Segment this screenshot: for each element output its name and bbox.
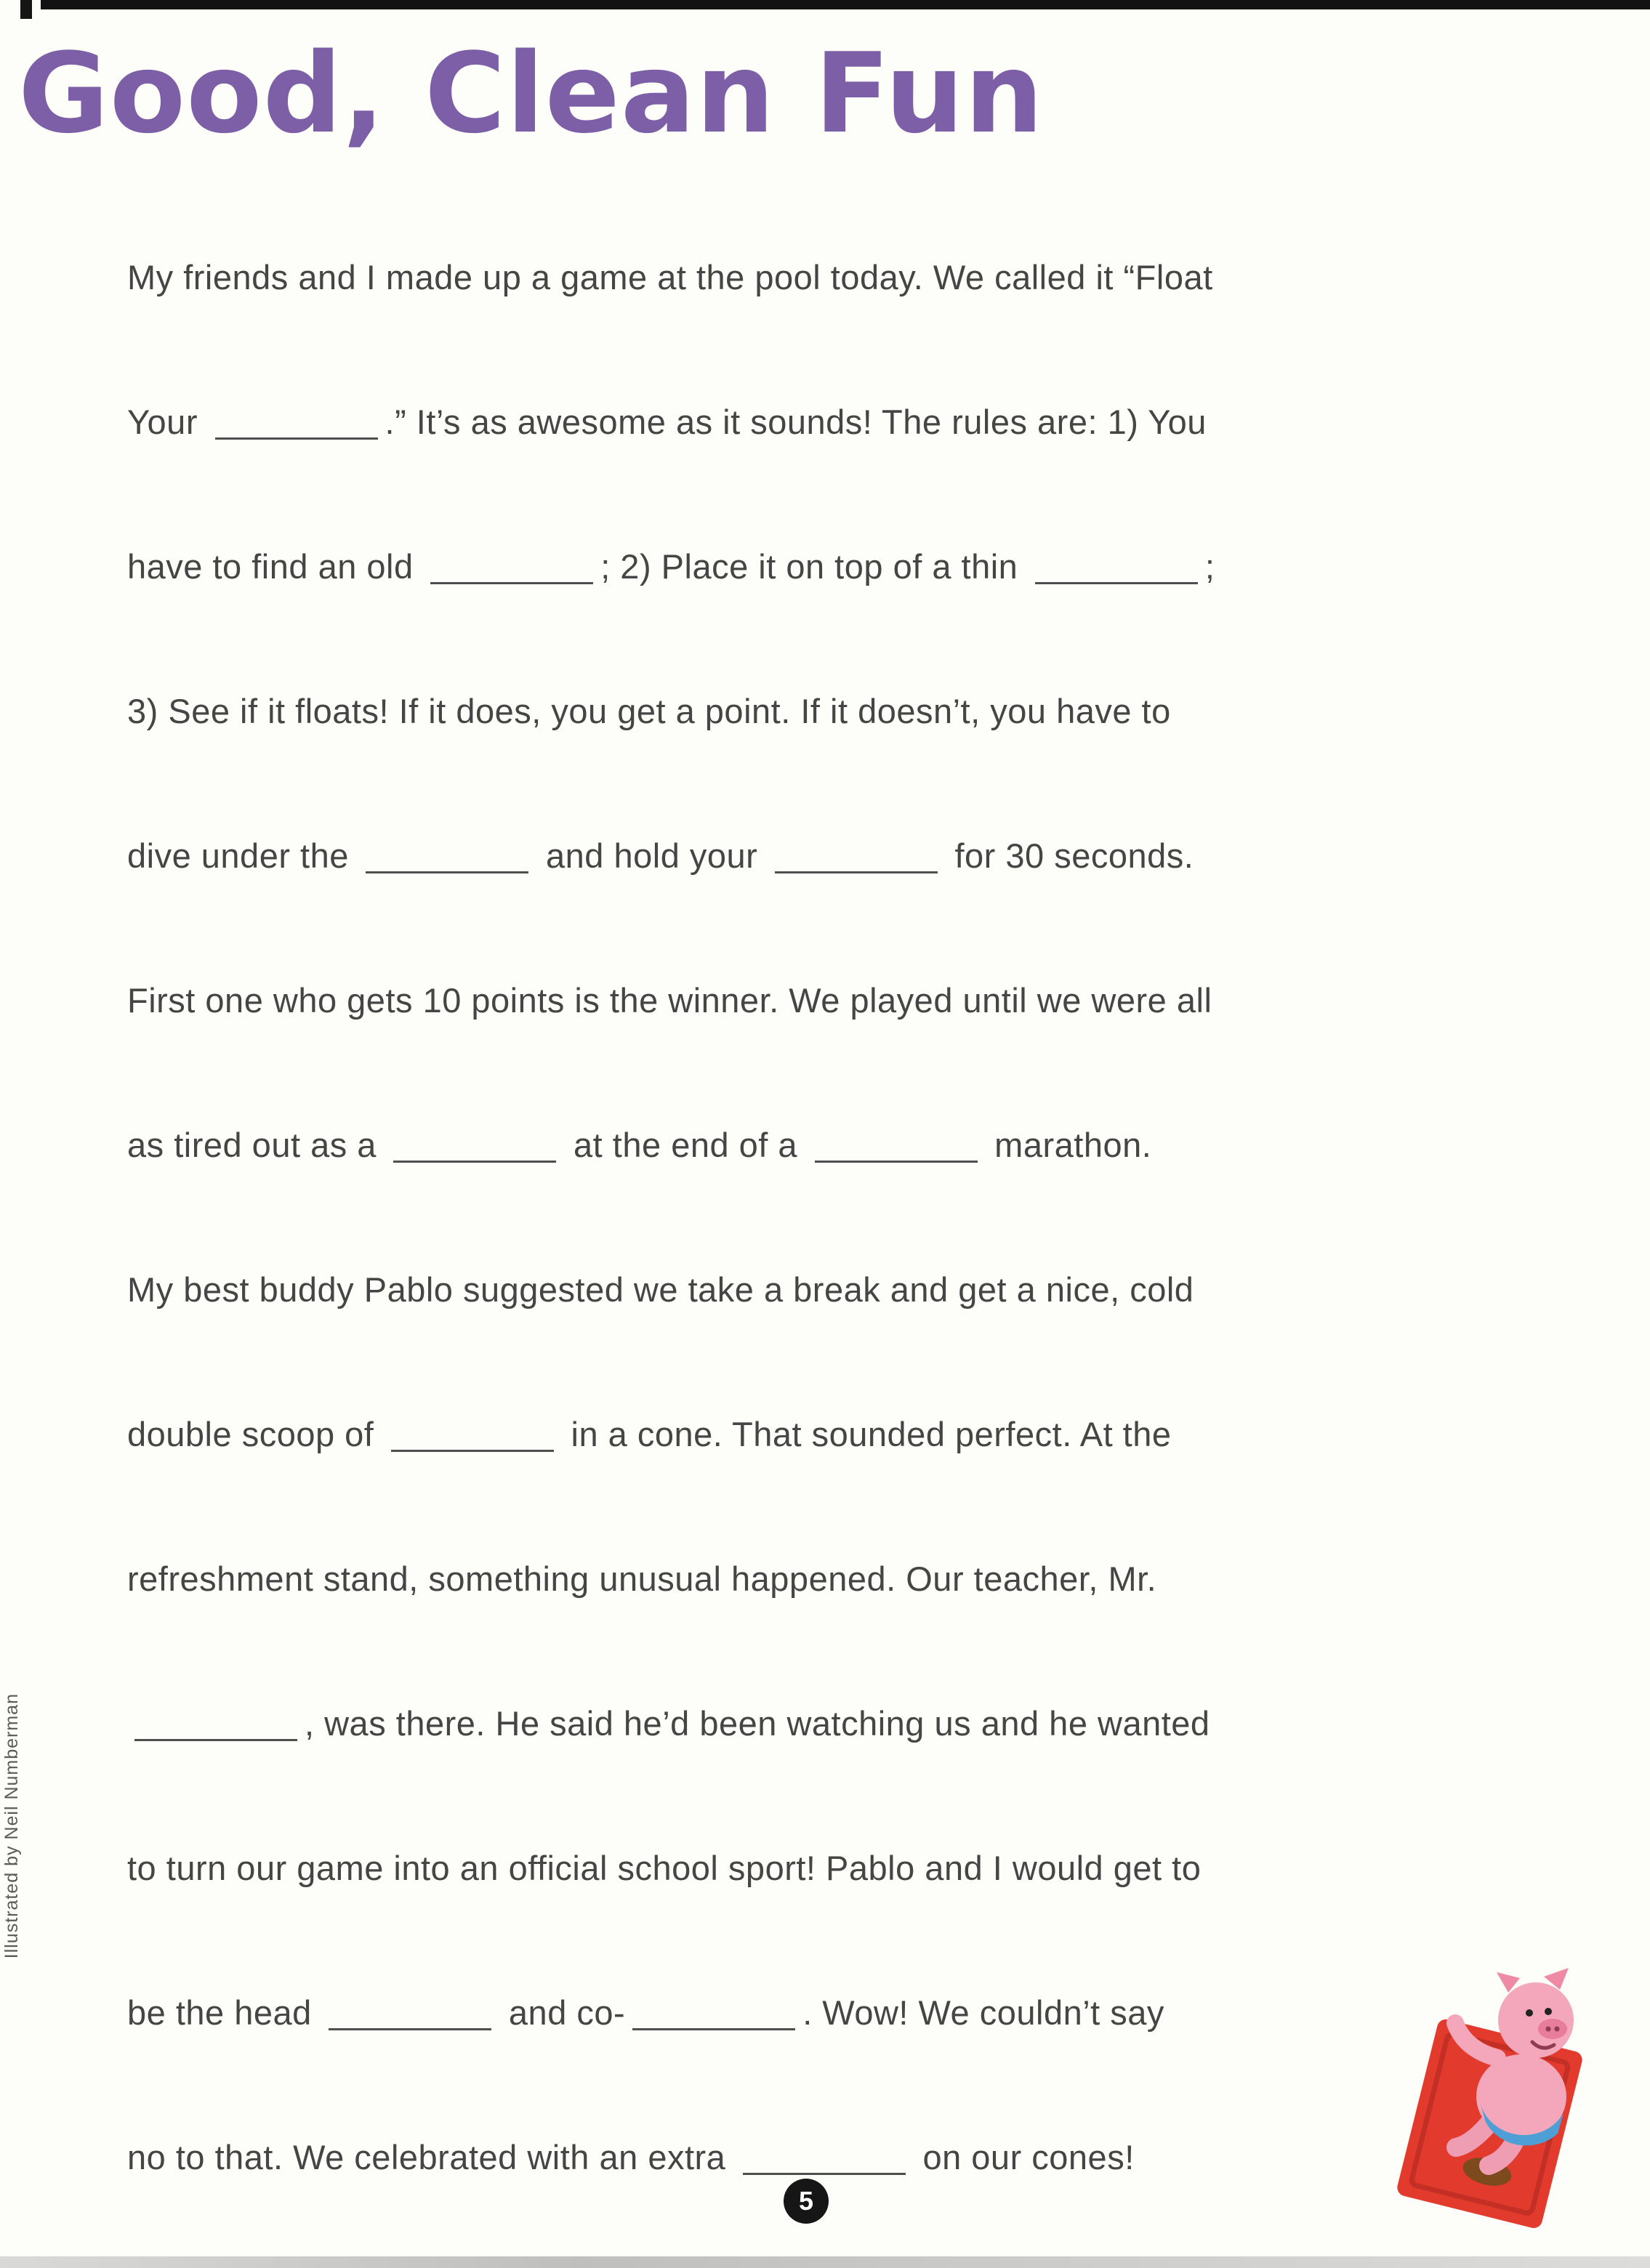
story-segment: , was there. He said he’d been watching us and he wanted (305, 1704, 1210, 1743)
fill-in-blank (366, 847, 528, 873)
story-segment: ; (1204, 547, 1215, 586)
story-segment: for 30 seconds. (944, 836, 1194, 875)
waving-pig-on-towel-icon (1387, 1933, 1605, 2238)
story-segment: marathon. (984, 1126, 1152, 1164)
page-title: Good, Clean Fun (18, 29, 1045, 158)
illustrator-credit: Illustrated by Neil Numberman (1, 1693, 22, 1959)
story-segment: as tired out as a (127, 1126, 387, 1164)
scan-edge-top (41, 0, 1650, 9)
story-line (127, 639, 1508, 783)
story-line (127, 494, 1508, 639)
fill-in-blank (743, 2148, 906, 2175)
fill-in-blank (1035, 557, 1198, 584)
story-segment: in a cone. That sounded perfect. At the (560, 1415, 1172, 1453)
story-segment: .” It’s as awesome as it sounds! The rules are: 1) You (385, 403, 1207, 441)
story-segment: and co- (499, 1993, 626, 2032)
scan-artifact-corner (20, 0, 32, 19)
story-segment: be the head (127, 1993, 322, 2032)
story-segment: 3) See if it floats! If it does, you get a point. If it doesn’t, you have to (127, 692, 1171, 730)
fill-in-blank (329, 2003, 491, 2030)
story-line (127, 1796, 1508, 1940)
story-segment: to turn our game into an official school sport! Pablo and I would get to (127, 1849, 1202, 1887)
fill-in-blank (430, 557, 593, 584)
fill-in-blank (391, 1425, 554, 1452)
story-segment: dive under the (127, 836, 359, 875)
story-line (127, 1506, 1508, 1651)
fill-in-blank (134, 1714, 297, 1741)
page-number: 5 (798, 2186, 814, 2216)
story-line (127, 205, 1508, 350)
story-text (127, 205, 1508, 2229)
story-line (127, 1073, 1508, 1217)
story-line (127, 783, 1508, 928)
story-line (127, 1651, 1508, 1796)
story-segment: and hold your (536, 836, 768, 875)
story-segment: My friends and I made up a game at the pool today. We called it “Float (127, 258, 1213, 296)
story-line (127, 1217, 1508, 1362)
story-segment: have to find an old (127, 547, 424, 586)
story-line (127, 928, 1508, 1073)
story-line (127, 350, 1508, 494)
fill-in-blank (393, 1136, 556, 1163)
page-number-badge (784, 2179, 829, 2224)
fill-in-blank (632, 2003, 795, 2030)
fill-in-blank (215, 413, 378, 440)
pig-illustration (1387, 1933, 1605, 2238)
story-segment: ; 2) Place it on top of a thin (600, 547, 1028, 586)
fill-in-blank (775, 847, 938, 873)
fill-in-blank (815, 1136, 978, 1163)
story-segment: at the end of a (563, 1126, 808, 1164)
story-segment: refreshment stand, something unusual happened. Our teacher, Mr. (127, 1559, 1157, 1598)
story-segment: double scoop of (127, 1415, 384, 1453)
story-segment: no to that. We celebrated with an extra (127, 2138, 736, 2176)
story-segment: on our cones! (912, 2138, 1135, 2176)
story-line (127, 1362, 1508, 1506)
story-segment: My best buddy Pablo suggested we take a break and get a nice, cold (127, 1270, 1194, 1309)
scan-edge-bottom (0, 2256, 1650, 2268)
story-line (127, 1940, 1508, 2085)
story-segment: First one who gets 10 points is the winner. We played until we were all (127, 981, 1212, 1020)
story-segment: . Wow! We couldn’t say (802, 1993, 1164, 2032)
story-segment: Your (127, 403, 208, 441)
